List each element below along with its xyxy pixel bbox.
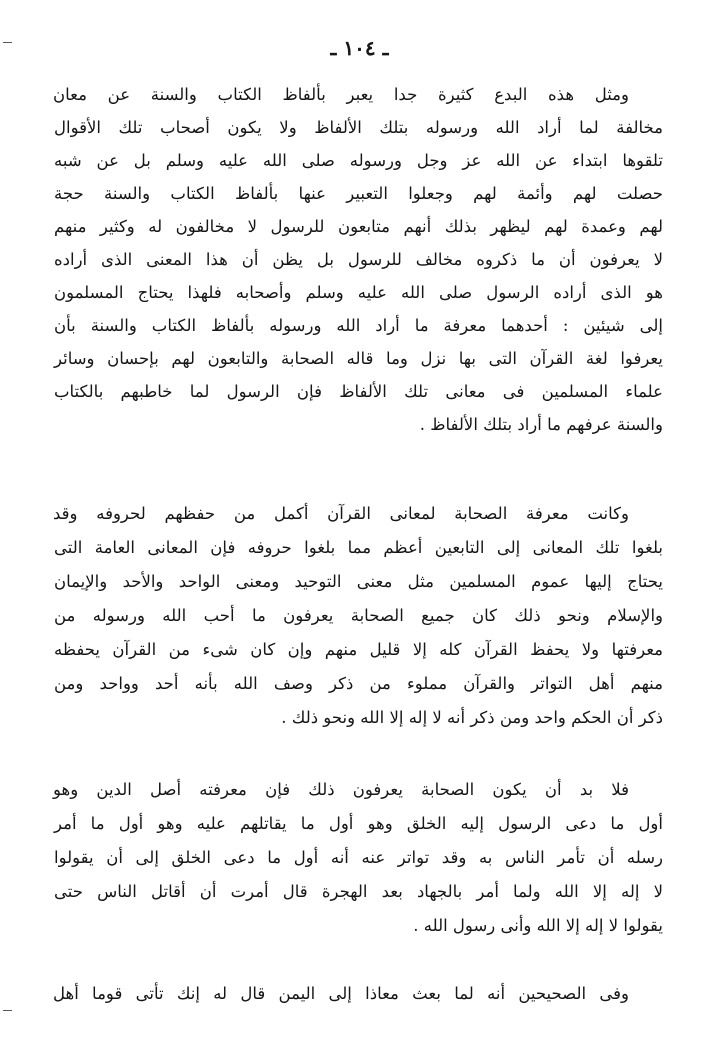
text-line: لا إله إلا الله ولما أمر بالجهاد بعد الهجرة قال أمرت أن أقاتل الناس حتى [54, 882, 663, 901]
text-line: أول ما دعى الرسول إليه الخلق وهو أول ما يقاتلهم عليه وهو أول ما أمر [54, 814, 663, 833]
text-line: والإسلام ونحو ذلك كان جميع الصحابة يعرفون ما أحب الله ورسوله من [54, 606, 663, 625]
margin-mark [3, 1010, 12, 1011]
text-line: يحتاج إليها عموم المسلمين مثل معنى التوحيد ومعنى الواحد والأحد والإيمان [54, 572, 663, 591]
text-line: منهم أهل التواتر والقرآن مملوء من ذكر وصف الله بأنه أحد وواحد ومن [54, 674, 663, 693]
text-line: وكانت معرفة الصحابة لمعانى القرآن أكمل من حفظهم لحروفه وقد [53, 504, 629, 523]
text-line: فلا بد أن يكون الصحابة يعرفون ذلك فإن معرفته أصل الدين وهو [53, 780, 629, 799]
text-line: يعرفوا لغة القرآن التى بها نزل وما قاله الصحابة والتابعون لهم بإحسان وسائر [54, 349, 663, 368]
text-line: والسنة عرفهم ما أراد بتلك الألفاظ . [419, 415, 663, 434]
page-number: ـ ١٠٤ ـ [330, 36, 389, 60]
text-line: رسله أن تأمر الناس به وقد تواتر عنه أنه أول ما دعى الخلق إلى أن يقولوا [54, 848, 663, 867]
text-line: تلقوها ابتداء عن الله عز وجل ورسوله صلى الله عليه وسلم بل عن شبه [54, 151, 663, 170]
text-line: حصلت لهم وأئمة لهم وجعلوا التعبير عنها بألفاظ الكتاب والسنة حجة [54, 184, 663, 203]
text-line: ذكر أن الحكم واحد ومن ذكر أنه لا إله إلا الله ونحو ذلك . [281, 708, 663, 727]
text-line: وفى الصحيحين أنه لما بعث معاذا إلى اليمن قال له إنك تأتى قوما أهل [53, 984, 629, 1003]
text-line: إلى شيئين : أحدهما معرفة ما أراد الله ورسوله بألفاظ الكتاب والسنة بأن [54, 316, 663, 335]
text-line: بلغوا تلك المعانى إلى التابعين أعظم مما بلغوا حروفه فإن المعانى العامة التى [54, 538, 663, 557]
text-line: لهم وعمدة لهم ليظهر بذلك أنهم متابعون للرسول لا مخالفون له وكثير منهم [54, 217, 663, 236]
text-line: مخالفة لما أراد الله ورسوله بتلك الألفاظ ولا يكون أصحاب تلك الأقوال [54, 118, 663, 137]
text-line: يقولوا لا إله إلا الله وأنى رسول الله . [413, 916, 663, 935]
text-line: لا يعرفون أن ما ذكروه مخالف للرسول بل يظن أن هذا المعنى الذى أراده [54, 250, 663, 269]
text-line: معرفتها ولا يحفظ القرآن كله إلا قليل منهم وإن كان شىء من القرآن يحفظه [54, 640, 663, 659]
text-line: هو الذى أراده الرسول صلى الله عليه وسلم وأصحابه فلهذا يحتاج المسلمون [54, 283, 663, 302]
text-line: علماء المسلمين فى معانى تلك الألفاظ فإن الرسول لما خاطبهم بالكتاب [54, 382, 663, 401]
text-line: ومثل هذه البدع كثيرة جدا يعبر بألفاظ الكتاب والسنة عن معان [53, 85, 629, 104]
